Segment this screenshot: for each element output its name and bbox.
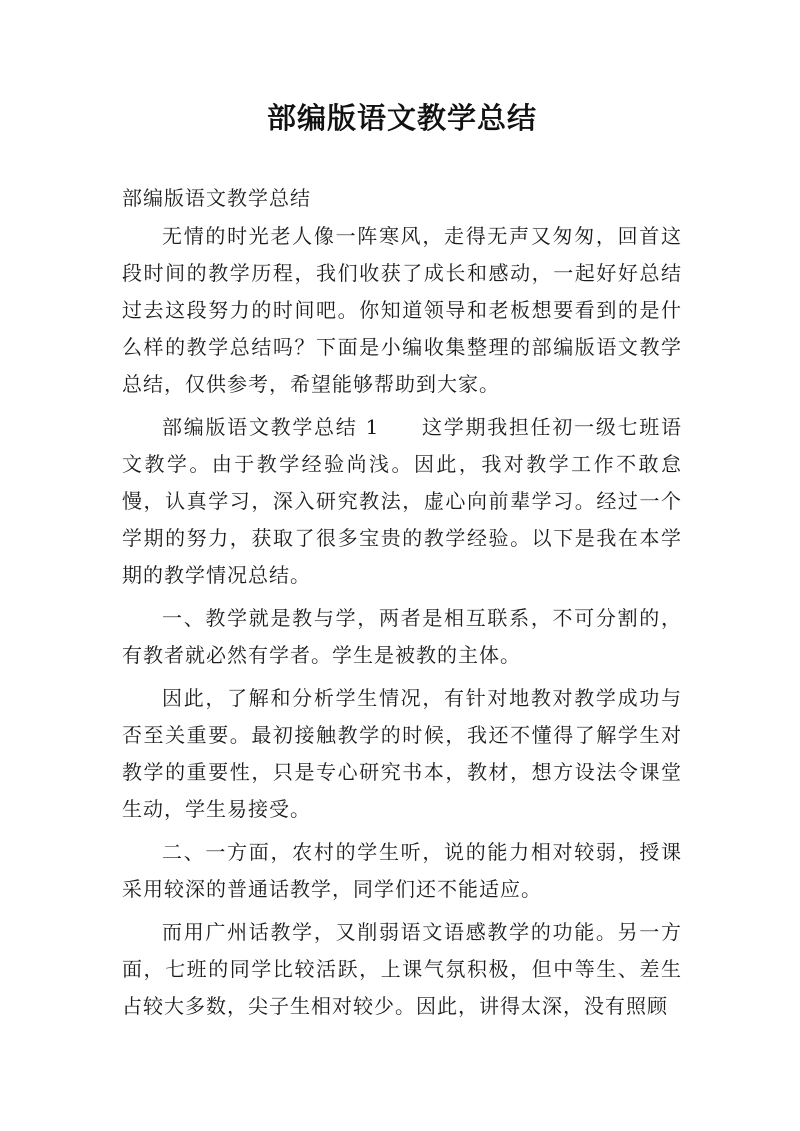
document-title: 部编版语文教学总结 xyxy=(266,101,537,135)
document-body xyxy=(122,218,682,1025)
section-1-text: 这学期我担任初一级七班语文教学。由于教学经验尚浅。因此，我对教学工作不敢怠慢，认真学习，深入研究教法，虚心向前辈学习。经过一个学期的努力，获取了很多宝贵的教学经验。以下是我在本学期的教学情况总结。 xyxy=(122,415,682,587)
section-1-heading: 部编版语文教学总结 1 xyxy=(162,415,380,439)
section-1-paragraph xyxy=(122,409,682,594)
document-subtitle: 部编版语文教学总结 xyxy=(122,186,311,210)
body-paragraph: 因此，了解和分析学生情况，有针对地教对教学成功与否至关重要。最初接触教学的时候，我还不懂得了解学生对教学的重要性，只是专心研究书本，教材，想方设法令课堂生动，学生易接受。 xyxy=(122,686,682,821)
body-paragraph: 一、教学就是教与学，两者是相互联系，不可分割的，有教者就必然有学者。学生是被教的主体。 xyxy=(122,606,682,667)
body-paragraph: 二、一方面，农村的学生听，说的能力相对较弱，授课采用较深的普通话教学，同学们还不能适应。 xyxy=(122,840,682,901)
body-paragraph: 而用广州话教学，又削弱语文语感教学的功能。另一方面，七班的同学比较活跃，上课气氛积极，但中等生、差生占较大多数，尖子生相对较少。因此，讲得太深，没有照顾 xyxy=(122,920,682,1018)
intro-paragraph: 无情的时光老人像一阵寒风，走得无声又匆匆，回首这段时间的教学历程，我们收获了成长和感动，一起好好总结过去这段努力的时间吧。你知道领导和老板想要看到的是什么样的教学总结吗？下面是小编收集整理的部编版语文教学总结，仅供参考，希望能够帮助到大家。 xyxy=(122,224,682,396)
